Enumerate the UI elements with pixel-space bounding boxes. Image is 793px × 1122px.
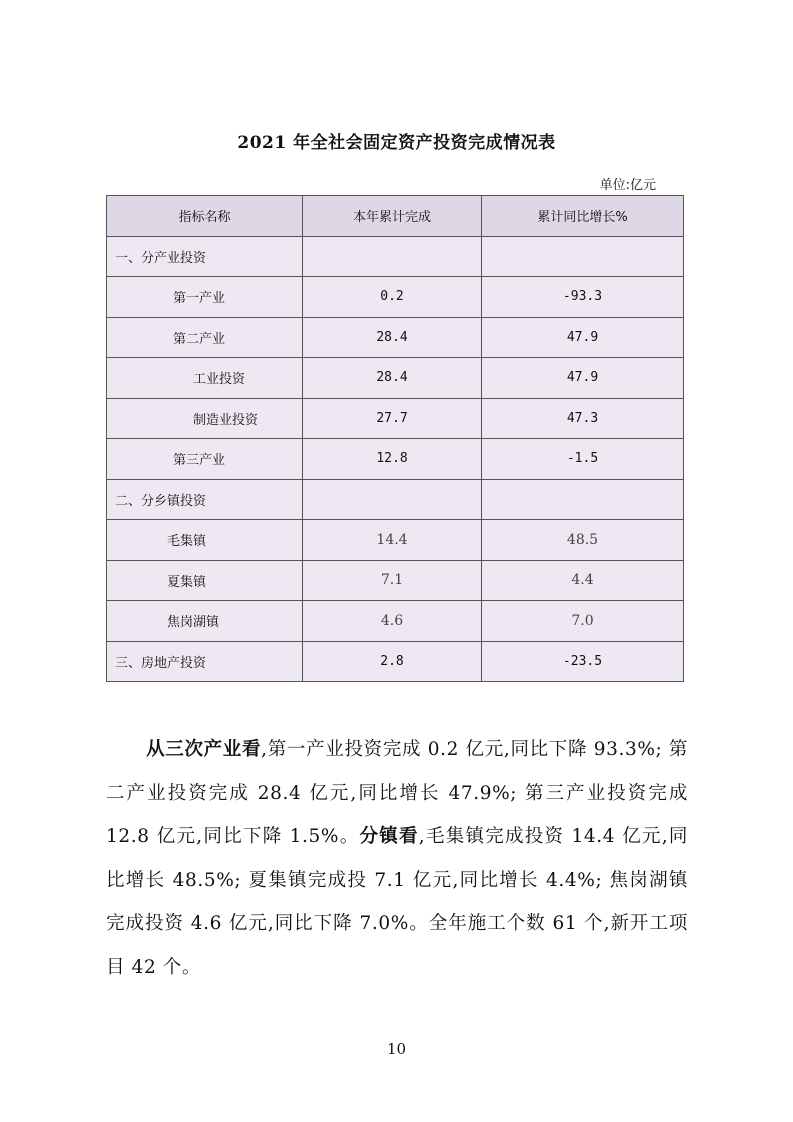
row-value: 12.8 [303,439,482,480]
column-header-growth: 累计同比增长% [482,196,684,237]
row-label: 三、房地产投资 [107,641,303,682]
table-row [107,520,684,561]
row-label: 第一产业 [107,277,303,318]
investment-table [106,195,684,682]
row-label: 二、分乡镇投资 [107,479,303,520]
table-header-row [107,196,684,237]
row-value: 2.8 [303,641,482,682]
row-value [303,479,482,520]
row-growth: 48.5 [482,520,684,561]
paragraph-text-town: ,毛集镇完成投资 14.4 亿元,同比增长 48.5%; 夏集镇完成投 7.1 亿元,同比增长 4.4%; 焦岗湖镇完成投资 4.6 亿元,同比下降 7.0%。全年施工个数 61 个,新开工项目 42 个。 [106,826,688,978]
row-growth [482,236,684,277]
table-row [107,236,684,277]
row-value: 4.6 [303,601,482,642]
table-row [107,358,684,399]
summary-paragraph [106,728,688,989]
table-row [107,560,684,601]
row-growth: 47.9 [482,317,684,358]
row-growth [482,479,684,520]
column-header-cumulative: 本年累计完成 [303,196,482,237]
row-growth: 47.9 [482,358,684,399]
table-title: 2021 年全社会固定资产投资完成情况表 [237,133,556,153]
row-growth: 47.3 [482,398,684,439]
row-label: 毛集镇 [107,520,303,561]
row-growth: -93.3 [482,277,684,318]
row-value: 0.2 [303,277,482,318]
table-row [107,479,684,520]
table-row [107,317,684,358]
paragraph-lead-industry: 从三次产业看 [146,739,262,760]
row-value: 14.4 [303,520,482,561]
row-label: 第三产业 [107,439,303,480]
table-row [107,601,684,642]
row-label: 夏集镇 [107,560,303,601]
row-value: 28.4 [303,358,482,399]
row-growth: 4.4 [482,560,684,601]
column-header-indicator: 指标名称 [107,196,303,237]
table-row [107,641,684,682]
row-label: 第二产业 [107,317,303,358]
table-row [107,439,684,480]
row-label: 焦岗湖镇 [107,601,303,642]
row-growth: 7.0 [482,601,684,642]
paragraph-text-industry: ,第一产业投资完成 0.2 亿元,同比下降 93.3%; 第二产业投资完成 28.4 亿元,同比增长 47.9%; 第三产业投资完成 12.8 亿元,同比下降 1.5%。 [106,739,688,847]
page-number: 10 [386,1040,407,1058]
table-row [107,398,684,439]
row-value [303,236,482,277]
row-label: 制造业投资 [107,398,303,439]
row-growth: -1.5 [482,439,684,480]
row-value: 27.7 [303,398,482,439]
row-growth: -23.5 [482,641,684,682]
unit-label: 单位:亿元 [599,178,656,193]
row-label: 工业投资 [107,358,303,399]
row-label: 一、分产业投资 [107,236,303,277]
row-value: 28.4 [303,317,482,358]
row-value: 7.1 [303,560,482,601]
table-row [107,277,684,318]
paragraph-lead-town: 分镇看 [359,826,419,847]
